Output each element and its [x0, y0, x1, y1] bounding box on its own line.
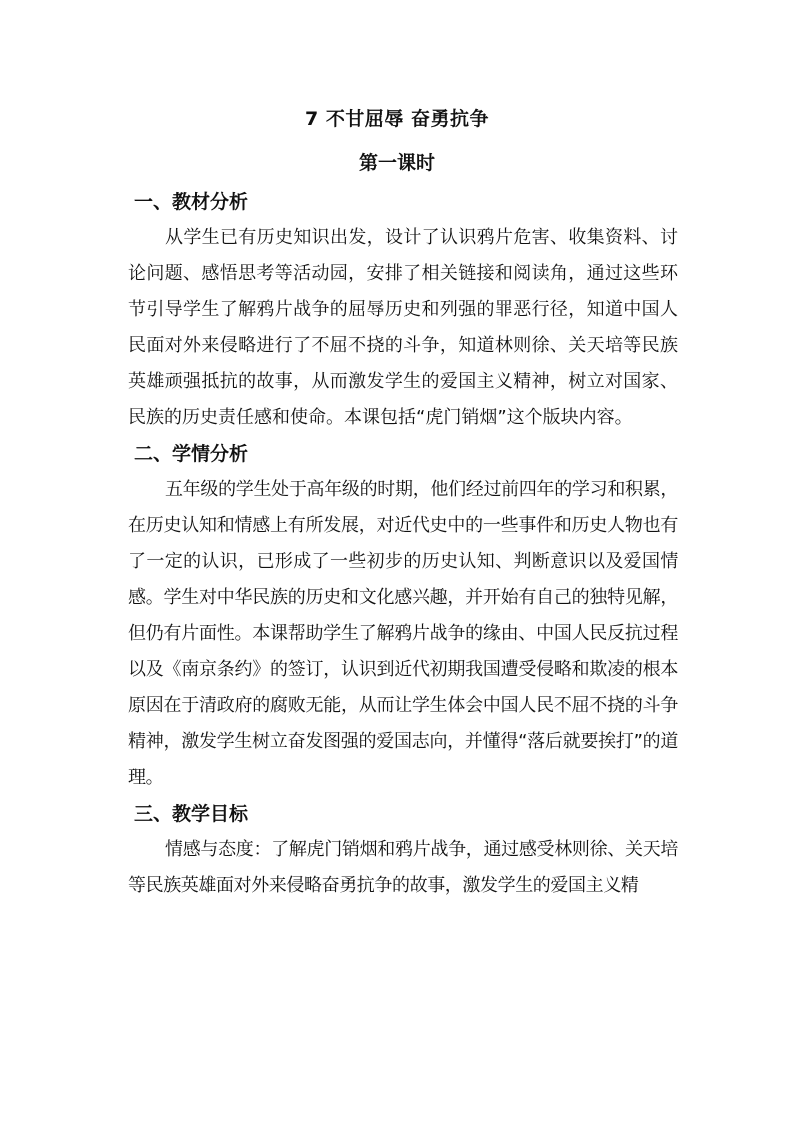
section-heading-teaching-goals: 三、教学目标: [134, 803, 249, 825]
section-paragraph-textbook-analysis: 从学生已有历史知识出发，设计了认识鸦片危害、收集资料、讨论问题、感悟思考等活动园，安排了相关链接和阅读角，通过这些环节引导学生了解鸦片战争的屈辱历史和列强的罪恶行径，知道中国人民面对外来侵略进行了不屈不挠的斗争，知道林则徐、关天培等民族英雄顽强抵抗的故事，从而激发学生的爱国主义精神，树立对国家、民族的历史责任感和使命。本课包括“虎门销烟”这个版块内容。: [128, 227, 678, 428]
lesson-title: 7 不甘屈辱 奋勇抗争: [305, 108, 489, 130]
document-body: [128, 184, 678, 904]
lesson-subtitle: 第一课时: [358, 152, 435, 174]
section-paragraph-teaching-goals: 情感与态度：了解虎门销烟和鸦片战争，通过感受林则徐、关天培等民族英雄面对外来侵略奋勇抗争的故事，激发学生的爱国主义精: [128, 839, 678, 896]
section-heading-textbook-analysis: 一、教材分析: [134, 191, 249, 213]
section-paragraph-student-analysis: 五年级的学生处于高年级的时期，他们经过前四年的学习和积累，在历史认知和情感上有所发展，对近代史中的一些事件和历史人物也有了一定的认识，已形成了一些初步的历史认知、判断意识以及爱国情感。学生对中华民族的历史和文化感兴趣，并开始有自己的独特见解，但仍有片面性。本课帮助学生了解鸦片战争的缘由、中国人民反抗过程以及《南京条约》的签订，认识到近代初期我国遭受侵略和欺凌的根本原因在于清政府的腐败无能，从而让学生体会中国人民不屈不挠的斗争精神，激发学生树立奋发图强的爱国志向，并懂得“落后就要挨打”的道理。: [128, 479, 678, 788]
section-heading-student-analysis: 二、学情分析: [134, 443, 249, 465]
